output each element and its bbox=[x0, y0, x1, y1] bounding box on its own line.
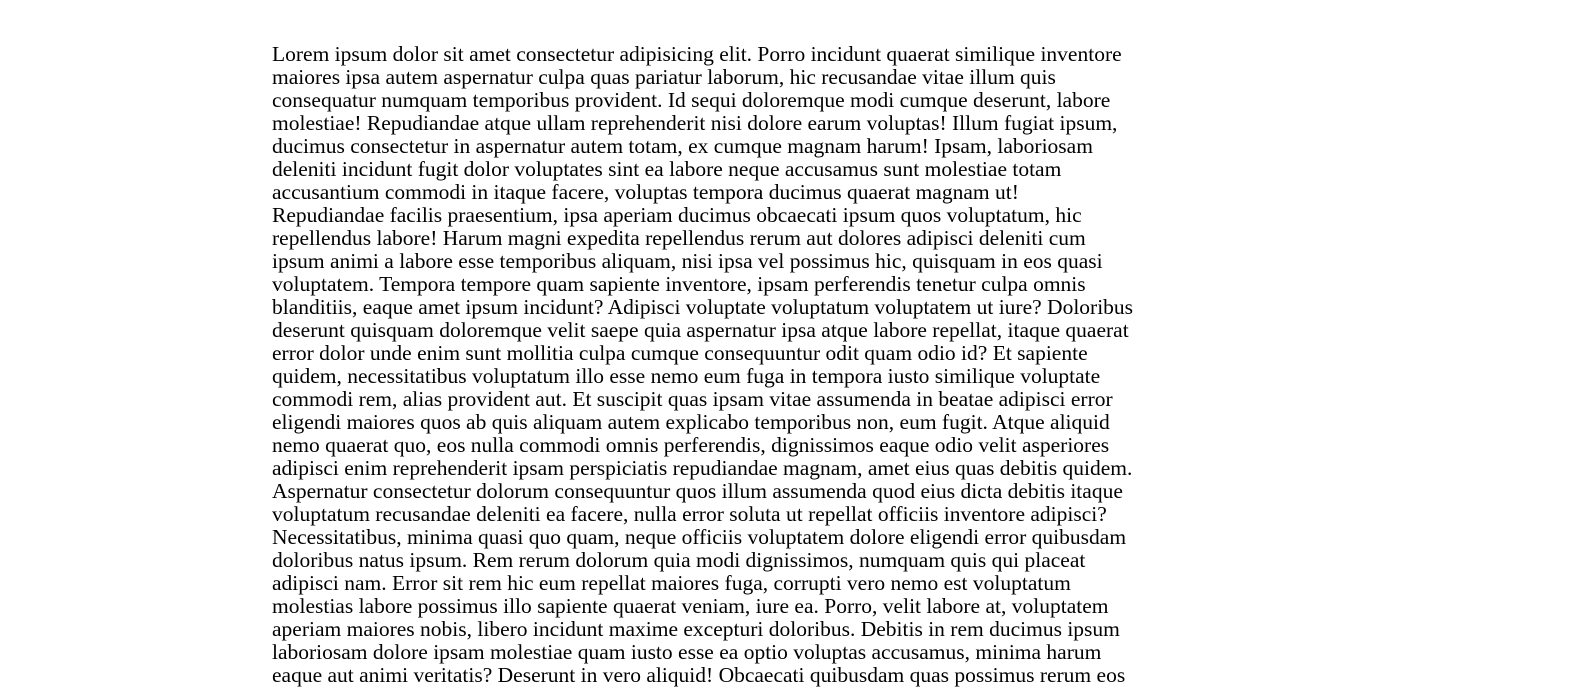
text-line: voluptatem. Tempora tempore quam sapiente inventore, ipsam perferendis tenetur culpa omnis bbox=[272, 272, 1086, 296]
text-line: ducimus consectetur in aspernatur autem totam, ex cumque magnam harum! Ipsam, laboriosam bbox=[272, 134, 1093, 158]
text-line: deleniti incidunt fugit dolor voluptates sint ea labore neque accusamus sunt molestiae totam bbox=[272, 157, 1062, 181]
text-line: adipisci enim reprehenderit ipsam perspiciatis repudiandae magnam, amet eius quas debitis quidem. bbox=[272, 456, 1133, 480]
text-line: molestiae! Repudiandae atque ullam reprehenderit nisi dolore earum voluptas! Illum fugiat ipsum, bbox=[272, 111, 1118, 135]
text-line: quidem, necessitatibus voluptatum illo esse nemo eum fuga in tempora iusto similique voluptate bbox=[272, 364, 1101, 388]
text-line: nemo quaerat quo, eos nulla commodi omnis perferendis, dignissimos eaque odio velit asperiores bbox=[272, 433, 1110, 457]
text-line: molestias labore possimus illo sapiente quaerat veniam, iure ea. Porro, velit labore at, voluptatem bbox=[272, 594, 1109, 618]
body-paragraph bbox=[272, 43, 1172, 687]
text-line: blanditiis, eaque amet ipsum incidunt? Adipisci voluptate voluptatum voluptatem ut iure? Doloribus bbox=[272, 295, 1134, 319]
text-line: eligendi maiores quos ab quis aliquam autem explicabo temporibus non, eum fugit. Atque aliquid bbox=[272, 410, 1110, 434]
text-line: aperiam maiores nobis, libero incidunt maxime excepturi doloribus. Debitis in rem ducimus ipsum bbox=[272, 617, 1120, 641]
text-line: Repudiandae facilis praesentium, ipsa aperiam ducimus obcaecati ipsum quos voluptatum, hic bbox=[272, 203, 1082, 227]
text-line: Lorem ipsum dolor sit amet consectetur adipisicing elit. Porro incidunt quaerat similique inventore bbox=[272, 42, 1122, 66]
text-line: repellendus labore! Harum magni expedita repellendus rerum aut dolores adipisci deleniti cum bbox=[272, 226, 1086, 250]
text-line: commodi rem, alias provident aut. Et suscipit quas ipsam vitae assumenda in beatae adipisci error bbox=[272, 387, 1113, 411]
text-line: Necessitatibus, minima quasi quo quam, neque officiis voluptatem dolore eligendi error quibusdam bbox=[272, 525, 1127, 549]
text-line: deserunt quisquam doloremque velit saepe quia aspernatur ipsa atque labore repellat, itaque quaerat bbox=[272, 318, 1129, 342]
text-line: accusantium commodi in itaque facere, voluptas tempora ducimus quaerat magnam ut! bbox=[272, 180, 1019, 204]
text-line: error dolor unde enim sunt mollitia culpa cumque consequuntur odit quam odio id? Et sapiente bbox=[272, 341, 1088, 365]
text-line: eaque aut animi veritatis? Deserunt in vero aliquid! Obcaecati quibusdam quas possimus rerum eos bbox=[272, 663, 1126, 687]
text-line: ipsum animi a labore esse temporibus aliquam, nisi ipsa vel possimus hic, quisquam in eos quasi bbox=[272, 249, 1103, 273]
text-line: voluptatum recusandae deleniti ea facere, nulla error soluta ut repellat officiis inventore adipisci? bbox=[272, 502, 1107, 526]
text-line: adipisci nam. Error sit rem hic eum repellat maiores fuga, corrupti vero nemo est voluptatum bbox=[272, 571, 1071, 595]
text-line: laboriosam dolore ipsam molestiae quam iusto esse ea optio voluptas accusamus, minima harum bbox=[272, 640, 1102, 664]
text-line: doloribus natus ipsum. Rem rerum dolorum quia modi dignissimos, numquam quis qui placeat bbox=[272, 548, 1086, 572]
text-line: maiores ipsa autem aspernatur culpa quas pariatur laborum, hic recusandae vitae illum quis bbox=[272, 65, 1056, 89]
text-line: Aspernatur consectetur dolorum consequuntur quos illum assumenda quod eius dicta debitis itaque bbox=[272, 479, 1123, 503]
text-line: consequatur numquam temporibus provident. Id sequi doloremque modi cumque deserunt, labore bbox=[272, 88, 1111, 112]
